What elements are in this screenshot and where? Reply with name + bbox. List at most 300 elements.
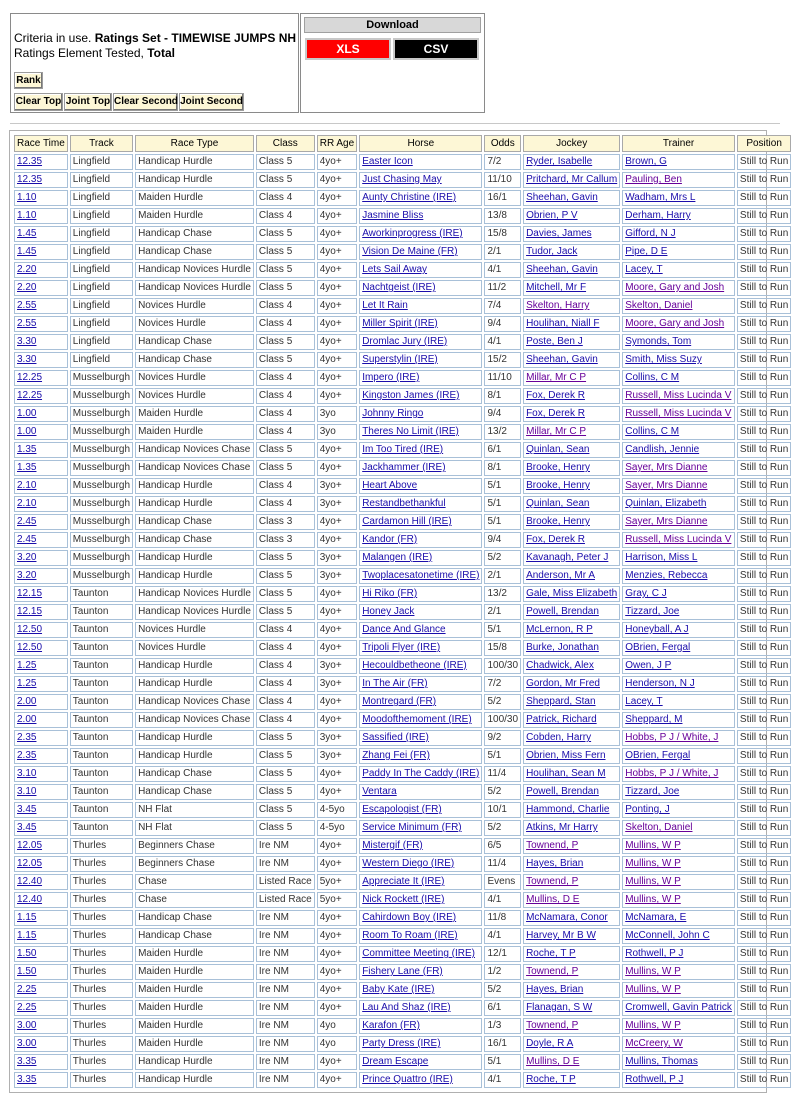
- cell-position: Still to Run: [737, 406, 791, 422]
- cell-horse: [359, 334, 482, 350]
- trainer-link[interactable]: Rothwell, P J: [625, 1074, 684, 1085]
- race-time-link[interactable]: 2.20: [17, 282, 37, 293]
- horse-link[interactable]: Malangen (IRE): [362, 552, 433, 563]
- horse-link[interactable]: Heart Above: [362, 480, 418, 491]
- race-time-link[interactable]: 12.15: [17, 606, 43, 617]
- header-horse[interactable]: Horse: [359, 135, 482, 152]
- race-time-link[interactable]: 1.35: [17, 444, 37, 455]
- jockey-link[interactable]: Davies, James: [526, 228, 592, 239]
- trainer-link[interactable]: Harrison, Miss L: [625, 552, 698, 563]
- horse-link[interactable]: Baby Kate (IRE): [362, 984, 435, 995]
- race-time-link[interactable]: 2.45: [17, 516, 37, 527]
- cell-horse: [359, 550, 482, 566]
- trainer-link[interactable]: Owen, J P: [625, 660, 672, 671]
- horse-link[interactable]: Service Minimum (FR): [362, 822, 462, 833]
- jockey-link[interactable]: Townend, P: [526, 1020, 579, 1031]
- horse-link[interactable]: Montregard (FR): [362, 696, 437, 707]
- clear-second-button[interactable]: Clear Second: [113, 93, 178, 111]
- race-time-link[interactable]: 3.20: [17, 552, 37, 563]
- horse-link[interactable]: Cahirdown Boy (IRE): [362, 912, 457, 923]
- cell-race-time: [14, 298, 68, 314]
- cell-horse: [359, 478, 482, 494]
- header-class[interactable]: Class: [256, 135, 315, 152]
- trainer-link[interactable]: Collins, C M: [625, 426, 680, 437]
- jockey-link[interactable]: Obrien, Miss Fern: [526, 750, 606, 761]
- trainer-link[interactable]: Russell, Miss Lucinda V: [625, 390, 732, 401]
- race-time-link[interactable]: 1.00: [17, 426, 37, 437]
- horse-link[interactable]: Restandbethankful: [362, 498, 446, 509]
- cell-jockey: [523, 658, 620, 674]
- race-time-link[interactable]: 1.25: [17, 678, 37, 689]
- cell-trainer: [622, 1054, 735, 1070]
- jockey-link[interactable]: Millar, Mr C P: [526, 426, 587, 437]
- jockey-link[interactable]: Gordon, Mr Fred: [526, 678, 600, 689]
- cell-rr-age: 4yo+: [317, 712, 357, 728]
- cell-rr-age: 4yo+: [317, 514, 357, 530]
- trainer-link[interactable]: McCreery, W: [625, 1038, 683, 1049]
- race-time-link[interactable]: 1.10: [17, 210, 37, 221]
- trainer-link[interactable]: Pauling, Ben: [625, 174, 682, 185]
- trainer-link[interactable]: Sayer, Mrs Dianne: [625, 462, 708, 473]
- clear-top-button[interactable]: Clear Top: [14, 93, 63, 111]
- jockey-link[interactable]: Roche, T P: [526, 948, 576, 959]
- horse-link[interactable]: Kandor (FR): [362, 534, 418, 545]
- cell-race-type: Handicap Chase: [135, 514, 254, 530]
- horse-link[interactable]: Committee Meeting (IRE): [362, 948, 475, 959]
- horse-link[interactable]: Lets Sail Away: [362, 264, 428, 275]
- race-time-link[interactable]: 12.25: [17, 390, 43, 401]
- cell-position: Still to Run: [737, 874, 791, 890]
- race-time-link[interactable]: 3.30: [17, 354, 37, 365]
- cell-class: Ire NM: [256, 1054, 315, 1070]
- jockey-link[interactable]: Mitchell, Mr F: [526, 282, 587, 293]
- trainer-link[interactable]: Moore, Gary and Josh: [625, 318, 725, 329]
- horse-link[interactable]: Escapologist (FR): [362, 804, 442, 815]
- horse-link[interactable]: Tripoli Flyer (IRE): [362, 642, 441, 653]
- horse-link[interactable]: Twoplacesatonetime (IRE): [362, 570, 480, 581]
- cell-odds: 5/2: [484, 820, 521, 836]
- horse-link[interactable]: Western Diego (IRE): [362, 858, 455, 869]
- race-time-link[interactable]: 12.40: [17, 876, 43, 887]
- cell-odds: 4/1: [484, 262, 521, 278]
- horse-link[interactable]: Let It Rain: [362, 300, 408, 311]
- race-time-link[interactable]: 2.25: [17, 1002, 37, 1013]
- horse-link[interactable]: Zhang Fei (FR): [362, 750, 430, 761]
- trainer-link[interactable]: Sayer, Mrs Dianne: [625, 480, 708, 491]
- horse-link[interactable]: Nick Rockett (IRE): [362, 894, 445, 905]
- cell-trainer: [622, 586, 735, 602]
- race-time-link[interactable]: 12.05: [17, 840, 43, 851]
- table-row: [14, 730, 791, 746]
- cell-position: Still to Run: [737, 1036, 791, 1052]
- jockey-link[interactable]: Quinlan, Sean: [526, 498, 590, 509]
- cell-position: Still to Run: [737, 190, 791, 206]
- trainer-link[interactable]: Cromwell, Gavin Patrick: [625, 1002, 732, 1013]
- horse-link[interactable]: Sassified (IRE): [362, 732, 429, 743]
- jockey-link[interactable]: Powell, Brendan: [526, 606, 599, 617]
- cell-odds: 9/4: [484, 532, 521, 548]
- jockey-link[interactable]: Poste, Ben J: [526, 336, 583, 347]
- jockey-link[interactable]: Mullins, D E: [526, 894, 580, 905]
- cell-race-type: Handicap Hurdle: [135, 172, 254, 188]
- horse-link[interactable]: Paddy In The Caddy (IRE): [362, 768, 480, 779]
- cell-jockey: [523, 604, 620, 620]
- csv-download-button[interactable]: CSV: [393, 38, 479, 60]
- cell-race-type: Handicap Chase: [135, 928, 254, 944]
- horse-link[interactable]: Aworkinprogress (IRE): [362, 228, 463, 239]
- rank-button[interactable]: Rank: [14, 72, 43, 89]
- race-time-link[interactable]: 1.35: [17, 462, 37, 473]
- cell-position: Still to Run: [737, 352, 791, 368]
- horse-link[interactable]: Aunty Christine (IRE): [362, 192, 457, 203]
- jockey-link[interactable]: Brooke, Henry: [526, 480, 590, 491]
- trainer-link[interactable]: Henderson, N J: [625, 678, 695, 689]
- race-time-link[interactable]: 3.45: [17, 804, 37, 815]
- cell-horse: [359, 748, 482, 764]
- trainer-link[interactable]: Mullins, W P: [625, 840, 681, 851]
- jockey-link[interactable]: Houlihan, Niall F: [526, 318, 600, 329]
- race-time-link[interactable]: 1.25: [17, 660, 37, 671]
- horse-link[interactable]: Honey Jack: [362, 606, 415, 617]
- race-time-link[interactable]: 12.25: [17, 372, 43, 383]
- horse-link[interactable]: Cardamon Hill (IRE): [362, 516, 452, 527]
- horse-link[interactable]: Vision De Maine (FR): [362, 246, 458, 257]
- trainer-link[interactable]: Quinlan, Elizabeth: [625, 498, 707, 509]
- race-time-link[interactable]: 1.50: [17, 966, 37, 977]
- horse-link[interactable]: Karafon (FR): [362, 1020, 420, 1031]
- race-time-link[interactable]: 1.45: [17, 246, 37, 257]
- cell-position: Still to Run: [737, 1054, 791, 1070]
- joint-top-button[interactable]: Joint Top: [64, 93, 112, 111]
- table-body: [14, 154, 791, 1088]
- jockey-link[interactable]: Fox, Derek R: [526, 534, 585, 545]
- race-time-link[interactable]: 2.35: [17, 732, 37, 743]
- cell-position: Still to Run: [737, 712, 791, 728]
- trainer-link[interactable]: Honeyball, A J: [625, 624, 689, 635]
- header-odds[interactable]: Odds: [484, 135, 521, 152]
- horse-link[interactable]: Miller Spirit (IRE): [362, 318, 438, 329]
- race-time-link[interactable]: 2.20: [17, 264, 37, 275]
- trainer-link[interactable]: Mullins, W P: [625, 966, 681, 977]
- cell-horse: [359, 298, 482, 314]
- horse-link[interactable]: Moodofthemoment (IRE): [362, 714, 472, 725]
- trainer-link[interactable]: Collins, C M: [625, 372, 680, 383]
- cell-track: Musselburgh: [70, 478, 133, 494]
- trainer-link[interactable]: Sheppard, M: [625, 714, 683, 725]
- jockey-link[interactable]: Townend, P: [526, 840, 579, 851]
- horse-link[interactable]: Superstylin (IRE): [362, 354, 438, 365]
- race-time-link[interactable]: 3.20: [17, 570, 37, 581]
- race-time-link[interactable]: 2.10: [17, 480, 37, 491]
- race-time-link[interactable]: 3.00: [17, 1020, 37, 1031]
- jockey-link[interactable]: Brooke, Henry: [526, 462, 590, 473]
- race-time-link[interactable]: 2.55: [17, 318, 37, 329]
- jockey-link[interactable]: Sheppard, Stan: [526, 696, 596, 707]
- race-time-link[interactable]: 2.10: [17, 498, 37, 509]
- trainer-link[interactable]: Mullins, W P: [625, 858, 681, 869]
- jockey-link[interactable]: Skelton, Harry: [526, 300, 590, 311]
- cell-jockey: [523, 262, 620, 278]
- cell-race-type: Handicap Chase: [135, 784, 254, 800]
- cell-race-time: [14, 676, 68, 692]
- race-time-link[interactable]: 3.30: [17, 336, 37, 347]
- trainer-link[interactable]: Smith, Miss Suzy: [625, 354, 702, 365]
- jockey-link[interactable]: Sheehan, Gavin: [526, 354, 598, 365]
- cell-track: Thurles: [70, 1000, 133, 1016]
- trainer-link[interactable]: OBrien, Fergal: [625, 642, 691, 653]
- horse-link[interactable]: Jackhammer (IRE): [362, 462, 446, 473]
- horse-link[interactable]: Theres No Limit (IRE): [362, 426, 459, 437]
- trainer-link[interactable]: Tizzard, Joe: [625, 606, 680, 617]
- jockey-link[interactable]: Pritchard, Mr Callum: [526, 174, 618, 185]
- table-row: [14, 712, 791, 728]
- horse-link[interactable]: Just Chasing May: [362, 174, 442, 185]
- trainer-link[interactable]: Hobbs, P J / White, J: [625, 732, 719, 743]
- trainer-link[interactable]: Pipe, D E: [625, 246, 668, 257]
- horse-link[interactable]: Party Dress (IRE): [362, 1038, 441, 1049]
- horse-link[interactable]: Impero (IRE): [362, 372, 420, 383]
- header-race-type[interactable]: Race Type: [135, 135, 254, 152]
- jockey-link[interactable]: Mullins, D E: [526, 1056, 580, 1067]
- race-time-link[interactable]: 12.50: [17, 642, 43, 653]
- trainer-link[interactable]: Skelton, Daniel: [625, 822, 693, 833]
- jockey-link[interactable]: Burke, Jonathan: [526, 642, 599, 653]
- trainer-link[interactable]: Hobbs, P J / White, J: [625, 768, 719, 779]
- cell-race-type: Handicap Chase: [135, 532, 254, 548]
- jockey-link[interactable]: Townend, P: [526, 966, 579, 977]
- cell-class: Class 5: [256, 244, 315, 260]
- trainer-link[interactable]: Gray, C J: [625, 588, 667, 599]
- race-time-link[interactable]: 3.10: [17, 768, 37, 779]
- horse-link[interactable]: Nachtgeist (IRE): [362, 282, 436, 293]
- cell-odds: 4/1: [484, 892, 521, 908]
- horse-link[interactable]: Appreciate It (IRE): [362, 876, 445, 887]
- cell-rr-age: 3yo+: [317, 748, 357, 764]
- horse-link[interactable]: Im Too Tired (IRE): [362, 444, 444, 455]
- header-position[interactable]: Position: [737, 135, 791, 152]
- jockey-link[interactable]: Hayes, Brian: [526, 858, 584, 869]
- trainer-link[interactable]: Mullins, W P: [625, 1020, 681, 1031]
- trainer-link[interactable]: Lacey, T: [625, 264, 663, 275]
- download-title: Download: [304, 17, 481, 33]
- cell-trainer: [622, 892, 735, 908]
- jockey-link[interactable]: McNamara, Conor: [526, 912, 608, 923]
- trainer-link[interactable]: Gifford, N J: [625, 228, 676, 239]
- trainer-link[interactable]: Mullins, Thomas: [625, 1056, 698, 1067]
- trainer-link[interactable]: McNamara, E: [625, 912, 687, 923]
- cell-race-time: [14, 280, 68, 296]
- trainer-link[interactable]: Ponting, J: [625, 804, 670, 815]
- cell-race-type: Beginners Chase: [135, 856, 254, 872]
- trainer-link[interactable]: Tizzard, Joe: [625, 786, 680, 797]
- trainer-link[interactable]: Lacey, T: [625, 696, 663, 707]
- horse-link[interactable]: Room To Roam (IRE): [362, 930, 458, 941]
- trainer-link[interactable]: McConnell, John C: [625, 930, 710, 941]
- table-row: [14, 496, 791, 512]
- race-time-link[interactable]: 2.55: [17, 300, 37, 311]
- trainer-link[interactable]: Symonds, Tom: [625, 336, 692, 347]
- jockey-link[interactable]: Hammond, Charlie: [526, 804, 610, 815]
- cell-trainer: [622, 244, 735, 260]
- header-race-time[interactable]: Race Time: [14, 135, 68, 152]
- jockey-link[interactable]: Fox, Derek R: [526, 408, 585, 419]
- cell-odds: 13/2: [484, 586, 521, 602]
- horse-link[interactable]: Dromlac Jury (IRE): [362, 336, 448, 347]
- jockey-link[interactable]: Roche, T P: [526, 1074, 576, 1085]
- race-time-link[interactable]: 2.00: [17, 696, 37, 707]
- cell-jockey: [523, 748, 620, 764]
- jockey-link[interactable]: Powell, Brendan: [526, 786, 599, 797]
- race-time-link[interactable]: 1.45: [17, 228, 37, 239]
- horse-link[interactable]: Johnny Ringo: [362, 408, 424, 419]
- cell-class: Class 5: [256, 604, 315, 620]
- jockey-link[interactable]: Hayes, Brian: [526, 984, 584, 995]
- cell-class: Class 4: [256, 388, 315, 404]
- jockey-link[interactable]: Houlihan, Sean M: [526, 768, 606, 779]
- cell-trainer: [622, 298, 735, 314]
- race-time-link[interactable]: 12.40: [17, 894, 43, 905]
- cell-class: Ire NM: [256, 1000, 315, 1016]
- race-time-link[interactable]: 3.45: [17, 822, 37, 833]
- jockey-link[interactable]: Millar, Mr C P: [526, 372, 587, 383]
- jockey-link[interactable]: Quinlan, Sean: [526, 444, 590, 455]
- cell-race-time: [14, 406, 68, 422]
- jockey-link[interactable]: Gale, Miss Elizabeth: [526, 588, 618, 599]
- cell-horse: [359, 226, 482, 242]
- jockey-link[interactable]: McLernon, R P: [526, 624, 593, 635]
- cell-rr-age: 4yo+: [317, 586, 357, 602]
- trainer-link[interactable]: Wadham, Mrs L: [625, 192, 696, 203]
- race-time-link[interactable]: 3.35: [17, 1074, 37, 1085]
- trainer-link[interactable]: OBrien, Fergal: [625, 750, 691, 761]
- trainer-link[interactable]: Menzies, Rebecca: [625, 570, 708, 581]
- cell-horse: [359, 964, 482, 980]
- jockey-link[interactable]: Brooke, Henry: [526, 516, 590, 527]
- horse-link[interactable]: Ventara: [362, 786, 397, 797]
- horse-link[interactable]: Easter Icon: [362, 156, 413, 167]
- trainer-link[interactable]: Candlish, Jennie: [625, 444, 700, 455]
- table-row: [14, 622, 791, 638]
- race-time-link[interactable]: 12.35: [17, 156, 43, 167]
- header-track[interactable]: Track: [70, 135, 133, 152]
- horse-link[interactable]: Mistergif (FR): [362, 840, 423, 851]
- race-time-link[interactable]: 1.15: [17, 912, 37, 923]
- horse-link[interactable]: In The Air (FR): [362, 678, 428, 689]
- cell-rr-age: 4yo+: [317, 154, 357, 170]
- race-time-link[interactable]: 12.15: [17, 588, 43, 599]
- jockey-link[interactable]: Obrien, P V: [526, 210, 578, 221]
- jockey-link[interactable]: Flanagan, S W: [526, 1002, 593, 1013]
- cell-horse: [359, 676, 482, 692]
- jockey-link[interactable]: Sheehan, Gavin: [526, 264, 598, 275]
- header-trainer[interactable]: Trainer: [622, 135, 735, 152]
- trainer-link[interactable]: Derham, Harry: [625, 210, 691, 221]
- race-time-link[interactable]: 3.10: [17, 786, 37, 797]
- jockey-link[interactable]: Cobden, Harry: [526, 732, 592, 743]
- header-rr-age[interactable]: RR Age: [317, 135, 357, 152]
- trainer-link[interactable]: Mullins, W P: [625, 876, 681, 887]
- trainer-link[interactable]: Skelton, Daniel: [625, 300, 693, 311]
- cell-odds: 11/2: [484, 280, 521, 296]
- horse-link[interactable]: Dream Escape: [362, 1056, 429, 1067]
- jockey-link[interactable]: Atkins, Mr Harry: [526, 822, 598, 833]
- trainer-link[interactable]: Mullins, W P: [625, 894, 681, 905]
- trainer-link[interactable]: Rothwell, P J: [625, 948, 684, 959]
- cell-class: Listed Race: [256, 892, 315, 908]
- jockey-link[interactable]: Harvey, Mr B W: [526, 930, 596, 941]
- cell-class: Ire NM: [256, 982, 315, 998]
- race-time-link[interactable]: 12.35: [17, 174, 43, 185]
- jockey-link[interactable]: Anderson, Mr A: [526, 570, 595, 581]
- horse-link[interactable]: Jasmine Bliss: [362, 210, 424, 221]
- cell-horse: [359, 928, 482, 944]
- cell-horse: [359, 1054, 482, 1070]
- cell-race-type: Novices Hurdle: [135, 316, 254, 332]
- jockey-link[interactable]: Kavanagh, Peter J: [526, 552, 609, 563]
- trainer-link[interactable]: Russell, Miss Lucinda V: [625, 534, 732, 545]
- cell-trainer: [622, 1018, 735, 1034]
- header-jockey[interactable]: Jockey: [523, 135, 620, 152]
- horse-link[interactable]: Prince Quattro (IRE): [362, 1074, 453, 1085]
- trainer-link[interactable]: Russell, Miss Lucinda V: [625, 408, 732, 419]
- race-time-link[interactable]: 2.35: [17, 750, 37, 761]
- race-time-link[interactable]: 12.05: [17, 858, 43, 869]
- cell-position: Still to Run: [737, 766, 791, 782]
- cell-trainer: [622, 1000, 735, 1016]
- race-time-link[interactable]: 12.50: [17, 624, 43, 635]
- trainer-link[interactable]: Moore, Gary and Josh: [625, 282, 725, 293]
- race-time-link[interactable]: 2.45: [17, 534, 37, 545]
- cell-class: Class 5: [256, 748, 315, 764]
- horse-link[interactable]: Lau And Shaz (IRE): [362, 1002, 451, 1013]
- cell-rr-age: 4yo+: [317, 280, 357, 296]
- horse-link[interactable]: Fishery Lane (FR): [362, 966, 443, 977]
- jockey-link[interactable]: Fox, Derek R: [526, 390, 585, 401]
- jockey-link[interactable]: Ryder, Isabelle: [526, 156, 593, 167]
- horse-link[interactable]: Hi Riko (FR): [362, 588, 418, 599]
- cell-race-time: [14, 478, 68, 494]
- trainer-link[interactable]: Mullins, W P: [625, 984, 681, 995]
- horse-link[interactable]: Dance And Glance: [362, 624, 446, 635]
- race-time-link[interactable]: 1.15: [17, 930, 37, 941]
- cell-horse: [359, 514, 482, 530]
- xls-download-button[interactable]: XLS: [305, 38, 391, 60]
- horse-link[interactable]: Kingston James (IRE): [362, 390, 460, 401]
- race-time-link[interactable]: 3.00: [17, 1038, 37, 1049]
- jockey-link[interactable]: Tudor, Jack: [526, 246, 578, 257]
- trainer-link[interactable]: Brown, G: [625, 156, 667, 167]
- race-time-link[interactable]: 1.50: [17, 948, 37, 959]
- race-time-link[interactable]: 2.00: [17, 714, 37, 725]
- cell-class: Class 4: [256, 406, 315, 422]
- horse-link[interactable]: Hecouldbetheone (IRE): [362, 660, 467, 671]
- cell-race-type: Handicap Chase: [135, 766, 254, 782]
- trainer-link[interactable]: Sayer, Mrs Dianne: [625, 516, 708, 527]
- race-time-link[interactable]: 2.25: [17, 984, 37, 995]
- jockey-link[interactable]: Sheehan, Gavin: [526, 192, 598, 203]
- joint-second-button[interactable]: Joint Second: [179, 93, 244, 111]
- jockey-link[interactable]: Townend, P: [526, 876, 579, 887]
- cell-track: Thurles: [70, 874, 133, 890]
- race-time-link[interactable]: 3.35: [17, 1056, 37, 1067]
- jockey-link[interactable]: Chadwick, Alex: [526, 660, 594, 671]
- cell-position: Still to Run: [737, 910, 791, 926]
- race-time-link[interactable]: 1.10: [17, 192, 37, 203]
- jockey-link[interactable]: Patrick, Richard: [526, 714, 597, 725]
- race-time-link[interactable]: 1.00: [17, 408, 37, 419]
- jockey-link[interactable]: Doyle, R A: [526, 1038, 574, 1049]
- cell-trainer: [622, 154, 735, 170]
